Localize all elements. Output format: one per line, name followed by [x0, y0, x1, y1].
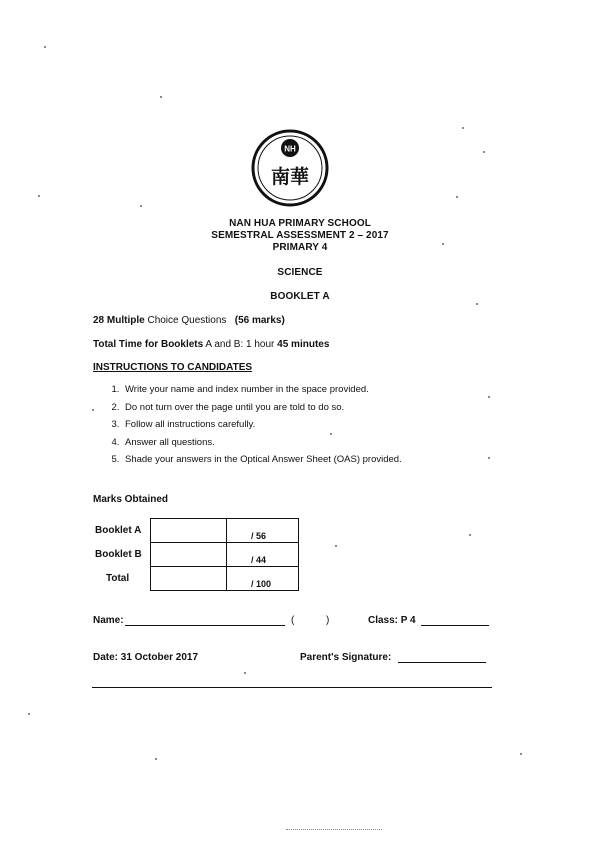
- instruction-item: 5. Shade your answers in the Optical Answer Sheet (OAS) provided.: [122, 451, 402, 469]
- index-open-paren: (: [291, 615, 295, 626]
- bottom-divider: [92, 687, 492, 688]
- logo-initials: NH: [284, 144, 296, 154]
- name-label: Name:: [93, 615, 124, 626]
- question-count-rest: Choice Questions: [144, 315, 227, 326]
- class-field[interactable]: [421, 615, 489, 626]
- scan-speck: [483, 151, 485, 153]
- scan-speck: [462, 127, 464, 129]
- index-number-field[interactable]: [300, 615, 322, 625]
- marks-obtained-heading: Marks Obtained: [93, 494, 169, 505]
- instruction-item: 2. Do not turn over the page until you are told to do so.: [122, 399, 402, 417]
- scan-speck: [92, 409, 94, 411]
- school-name: NAN HUA PRIMARY SCHOOL: [229, 218, 371, 229]
- scan-speck: [160, 96, 162, 98]
- marks-table: [150, 518, 299, 591]
- scan-speck: [38, 195, 40, 197]
- primary-level: PRIMARY 4: [272, 242, 328, 253]
- total-time-line: [93, 339, 329, 350]
- total-time-label: Total Time for Booklets: [93, 339, 204, 350]
- booklet-b-score-cell[interactable]: [151, 543, 227, 567]
- total-marks: (56 marks): [234, 315, 285, 326]
- signature-label: Parent's Signature:: [300, 652, 392, 663]
- assessment-title: SEMESTRAL ASSESSMENT 2 – 2017: [211, 230, 389, 241]
- table-row: [151, 519, 299, 543]
- logo-chinese-text: 南華: [270, 166, 310, 188]
- overall-score-cell[interactable]: [151, 567, 227, 591]
- scan-speck: [335, 545, 337, 547]
- scan-speck: [520, 753, 522, 755]
- scan-speck: [330, 433, 332, 435]
- index-close-paren: ): [326, 615, 330, 626]
- instructions-list: [108, 381, 402, 469]
- scan-speck: [469, 534, 471, 536]
- overall-total: / 100: [227, 567, 299, 591]
- school-logo: [251, 129, 329, 207]
- booklet-b-label: Booklet B: [95, 549, 142, 560]
- class-label: Class: P 4: [368, 615, 416, 626]
- scan-speck: [244, 672, 246, 674]
- question-count-bold: 28 Multiple: [93, 315, 145, 326]
- question-count-line: [93, 315, 285, 326]
- subject-title: SCIENCE: [277, 267, 323, 278]
- instruction-item: 3. Follow all instructions carefully.: [122, 416, 402, 434]
- booklet-b-total: / 44: [227, 543, 299, 567]
- instruction-item: 1. Write your name and index number in the space provided.: [122, 381, 402, 399]
- scan-speck: [456, 196, 458, 198]
- scan-speck: [44, 46, 46, 48]
- scan-speck: [140, 205, 142, 207]
- total-label: Total: [106, 573, 130, 584]
- scan-speck: [28, 713, 30, 715]
- instructions-heading: INSTRUCTIONS TO CANDIDATES: [93, 362, 253, 373]
- scan-speck: [488, 457, 490, 459]
- total-time-rest: A and B: 1 hour: [203, 339, 275, 350]
- scan-smudge: [286, 829, 382, 832]
- scan-speck: [442, 243, 444, 245]
- booklet-title: BOOKLET A: [270, 291, 330, 302]
- name-field[interactable]: [125, 615, 285, 626]
- table-row: [151, 567, 299, 591]
- booklet-a-label: Booklet A: [95, 525, 142, 536]
- scan-speck: [476, 303, 478, 305]
- table-row: [151, 543, 299, 567]
- signature-field[interactable]: [398, 652, 486, 663]
- date-label: Date: 31 October 2017: [93, 652, 199, 663]
- booklet-a-total: / 56: [227, 519, 299, 543]
- total-time-minutes: 45 minutes: [274, 339, 330, 350]
- instruction-item: 4. Answer all questions.: [122, 434, 402, 452]
- booklet-a-score-cell[interactable]: [151, 519, 227, 543]
- scan-speck: [155, 758, 157, 760]
- scan-speck: [488, 396, 490, 398]
